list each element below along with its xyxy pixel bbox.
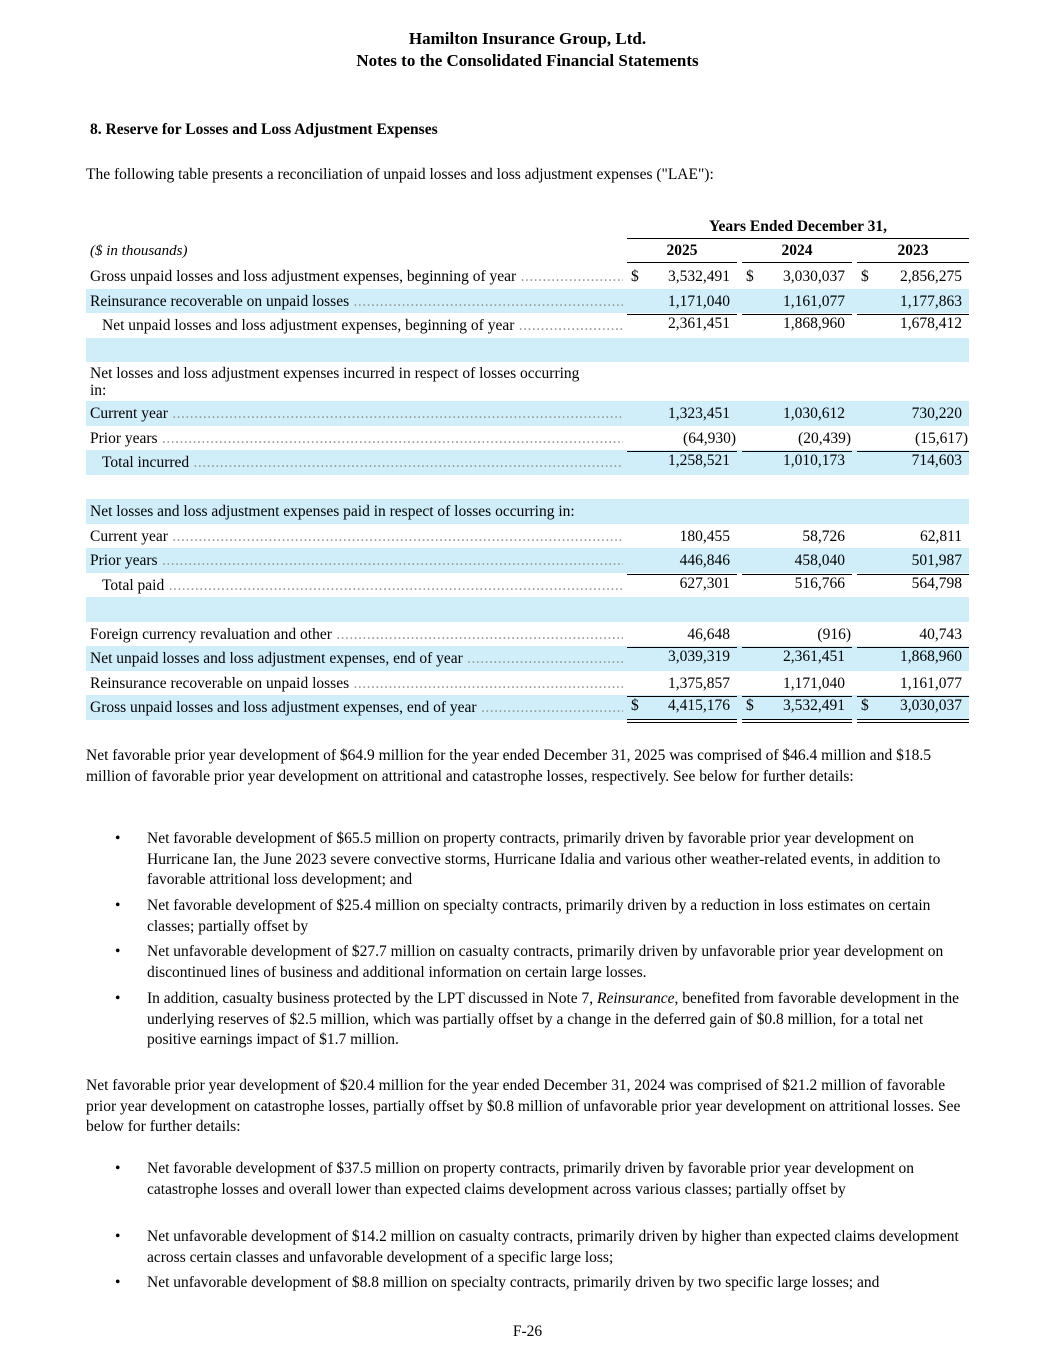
value-2024: (20,439) xyxy=(798,429,851,447)
table-row xyxy=(86,671,969,696)
table-row xyxy=(86,573,969,598)
table-row xyxy=(86,264,969,289)
page-number: F-26 xyxy=(512,1323,543,1340)
table-section-row xyxy=(86,362,969,399)
value-2024: 458,040 xyxy=(794,552,845,569)
value-2025: 1,375,857 xyxy=(668,674,730,692)
bullet-marker: • xyxy=(115,990,121,1007)
row-label: Gross unpaid losses and loss adjustment expenses, end of year ..... xyxy=(90,699,623,717)
value-2024: 3,532,491 xyxy=(783,697,845,714)
bullet-marker: • xyxy=(115,830,121,847)
value-2025: 46,648 xyxy=(687,625,730,643)
value-2025: 2,361,451 xyxy=(668,315,730,332)
row-label: Prior years ..... xyxy=(90,552,623,570)
table-row xyxy=(86,289,969,314)
table-spacer-row xyxy=(86,338,969,363)
value-2023: 1,678,412 xyxy=(900,315,962,332)
value-2023: 62,811 xyxy=(919,527,962,545)
currency-symbol: $ xyxy=(861,697,869,714)
row-label: Current year ..... xyxy=(90,405,623,423)
value-2023: 2,856,275 xyxy=(900,268,962,285)
value-2024: 1,868,960 xyxy=(783,315,845,332)
value-2023: 1,868,960 xyxy=(900,648,962,665)
section-title: 8. Reserve for Losses and Loss Adjustment Expenses xyxy=(90,121,438,138)
table-row xyxy=(86,622,969,647)
bullet-text: Net favorable development of $25.4 million on specialty contracts, primarily driven by a reduction in loss estimates on certain classes; partially offset by xyxy=(147,897,931,935)
currency-symbol: $ xyxy=(631,697,639,714)
value-2025: 4,415,176 xyxy=(668,697,730,714)
value-2023: 3,030,037 xyxy=(900,697,962,714)
period-header: Years Ended December 31, xyxy=(627,217,969,239)
table-row xyxy=(86,401,969,426)
row-label: Current year ..... xyxy=(90,528,623,546)
value-2025: 1,323,451 xyxy=(668,405,730,422)
year-header-2024: 2024 xyxy=(742,242,852,263)
row-label: Gross unpaid losses and loss adjustment expenses, beginning of year ..... xyxy=(90,268,623,286)
value-2025: 1,171,040 xyxy=(668,292,730,310)
table-row xyxy=(86,426,969,451)
bullet-marker: • xyxy=(115,897,121,914)
units-label: ($ in thousands) xyxy=(90,243,188,259)
value-2023: 730,220 xyxy=(911,405,962,422)
value-2025: 3,039,319 xyxy=(668,648,730,665)
value-2024: 1,010,173 xyxy=(783,452,845,469)
table-row xyxy=(86,646,969,671)
page-title: Notes to the Consolidated Financial Statements xyxy=(356,51,699,70)
paragraph-2024-development: Net favorable prior year development of $20.4 million for the year ended December 31, 2024 was comprised of $21.2 million of favorable prior year development on catastrophe losses, partially offset by $0.8 million of unfavorable prior year development on attritional losses. See below for further details: xyxy=(86,1077,961,1135)
value-2023: (15,617) xyxy=(915,429,968,447)
row-label: Net losses and loss adjustment expenses incurred in respect of losses occurring in: xyxy=(90,365,580,399)
value-2023: 1,161,077 xyxy=(900,674,962,692)
value-2023: 501,987 xyxy=(911,552,962,569)
bullet-marker: • xyxy=(115,1160,121,1177)
currency-symbol: $ xyxy=(746,268,754,285)
table-row xyxy=(86,548,969,573)
row-label: Net losses and loss adjustment expenses paid in respect of losses occurring in: xyxy=(90,503,575,520)
value-2025: 180,455 xyxy=(679,527,730,545)
currency-symbol: $ xyxy=(746,697,754,714)
value-2024: 2,361,451 xyxy=(783,648,845,665)
value-2024: (916) xyxy=(817,625,851,643)
row-label: Prior years ..... xyxy=(90,430,623,448)
bullet-text: Net unfavorable development of $8.8 million on specialty contracts, primarily driven by two specific large losses; and xyxy=(147,1274,880,1291)
table-spacer-row xyxy=(86,475,969,500)
row-label: Total incurred ..... xyxy=(102,454,623,472)
year-header-2025: 2025 xyxy=(627,242,737,263)
reinsurance-reference: Reinsurance xyxy=(597,990,675,1007)
table-spacer-row xyxy=(86,597,969,622)
table-row xyxy=(86,524,969,549)
value-2023: 714,603 xyxy=(911,452,962,469)
bullet-marker: • xyxy=(115,1274,121,1291)
intro-text: The following table presents a reconciliation of unpaid losses and loss adjustment expenses ("LAE"): xyxy=(86,166,714,183)
bullet-marker: • xyxy=(115,1228,121,1245)
row-label: Foreign currency revaluation and other ..... xyxy=(90,626,623,644)
bullet-text: Net unfavorable development of $27.7 million on casualty contracts, primarily driven by unfavorable prior year development on discontinued lines of business and additional information on certain large losses. xyxy=(147,943,944,981)
bullet-marker: • xyxy=(115,943,121,960)
value-2025: (64,930) xyxy=(683,429,736,447)
table-section-row xyxy=(86,499,969,524)
value-2025: 3,532,491 xyxy=(668,268,730,285)
bullet-text: In addition, casualty business protected by the LPT discussed in Note 7, Reinsurance, benefited from favorable development in the underlying reserves of $2.5 million, which was partially offset by a change in the deferred gain of $0.8 million, for a total net positive earnings impact of $1.7 million. xyxy=(147,990,959,1048)
table-row xyxy=(86,450,969,475)
row-label: Net unpaid losses and loss adjustment expenses, beginning of year ..... xyxy=(102,317,623,335)
value-2023: 564,798 xyxy=(911,574,962,592)
value-2025: 627,301 xyxy=(679,574,730,592)
company-name: Hamilton Insurance Group, Ltd. xyxy=(408,29,647,48)
value-2025: 1,258,521 xyxy=(668,452,730,469)
value-2024: 58,726 xyxy=(802,527,845,545)
value-2024: 1,171,040 xyxy=(783,674,845,692)
value-2025: 446,846 xyxy=(679,552,730,569)
bullet-text: Net favorable development of $37.5 million on property contracts, primarily driven by favorable prior year development on catastrophe losses and overall lower than expected claims development across various classes; partially offset by xyxy=(147,1160,915,1198)
value-2024: 1,030,612 xyxy=(783,405,845,422)
value-2024: 3,030,037 xyxy=(783,268,845,285)
currency-symbol: $ xyxy=(631,268,639,285)
table-row xyxy=(86,313,969,338)
value-2024: 1,161,077 xyxy=(783,292,845,310)
row-label: Total paid ..... xyxy=(102,577,623,595)
paragraph-2025-development: Net favorable prior year development of $64.9 million for the year ended December 31, 2025 was comprised of $46.4 million and $18.5 million of favorable prior year development on attritional and catastrophe losses, respectively. See below for further details: xyxy=(86,747,931,785)
bullet-text: Net unfavorable development of $14.2 million on casualty contracts, primarily driven by higher than expected claims development across certain classes and unfavorable development of a specific large loss; xyxy=(147,1228,959,1266)
value-2023: 1,177,863 xyxy=(900,292,962,310)
row-label: Reinsurance recoverable on unpaid losses ..... xyxy=(90,293,623,311)
year-header-2023: 2023 xyxy=(857,242,969,263)
currency-symbol: $ xyxy=(861,268,869,285)
bullet-text: Net favorable development of $65.5 million on property contracts, primarily driven by favorable prior year development on Hurricane Ian, the June 2023 severe convective storms, Hurricane Idalia and various other weather-related events, in addition to favorable attritional loss development; and xyxy=(147,830,941,888)
table-row xyxy=(86,695,969,720)
row-label: Reinsurance recoverable on unpaid losses ..... xyxy=(90,675,623,693)
row-label: Net unpaid losses and loss adjustment expenses, end of year ..... xyxy=(90,650,623,668)
value-2024: 516,766 xyxy=(794,574,845,592)
value-2023: 40,743 xyxy=(919,625,962,643)
